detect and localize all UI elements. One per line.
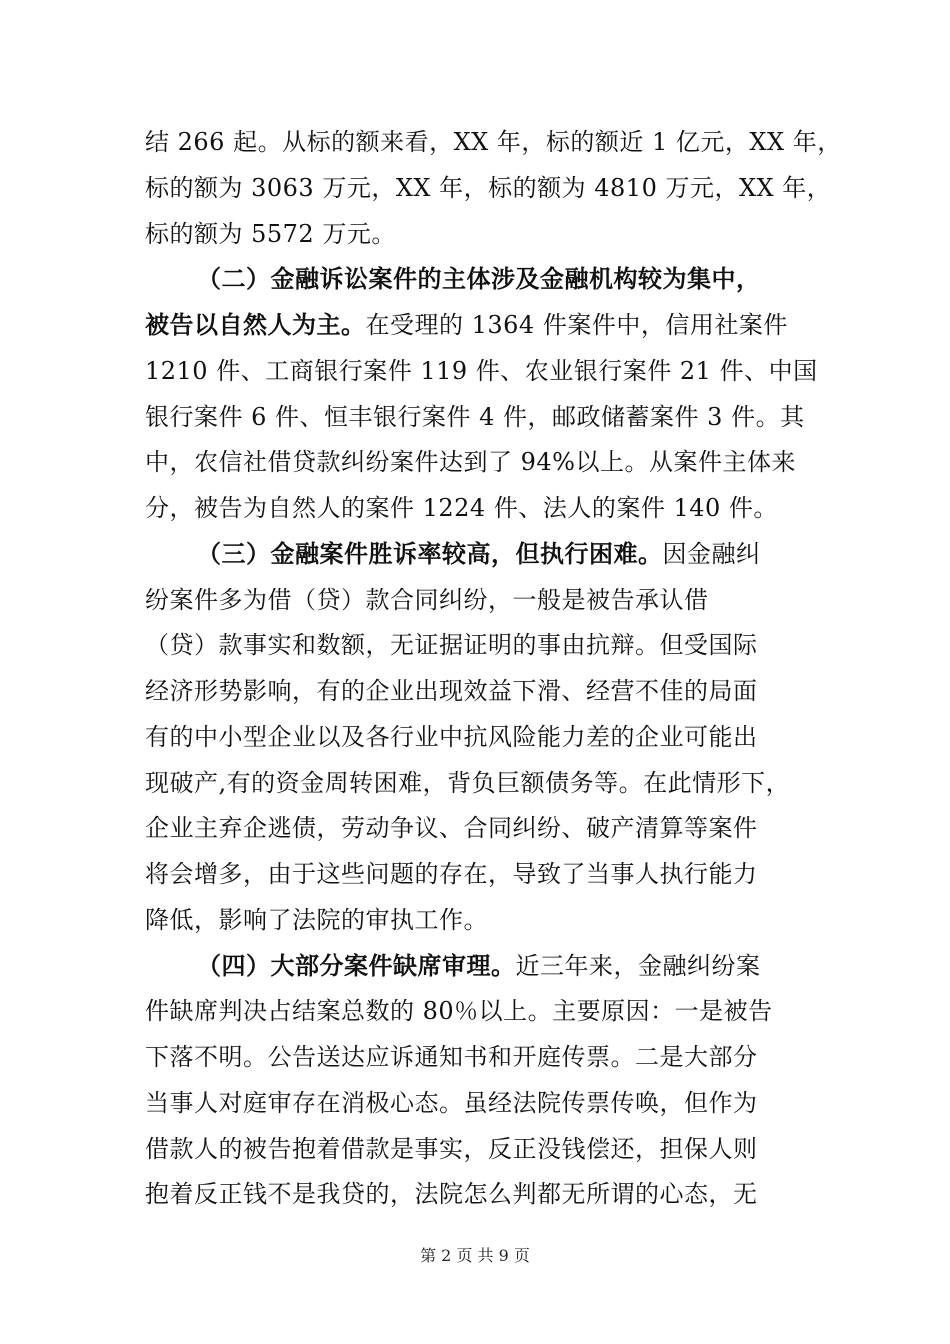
- line-text: 在受理的 1364 件案件中，信用社案件: [365, 311, 788, 339]
- line-text: 降低，影响了法院的审执工作。: [145, 905, 488, 934]
- text-line: [145, 486, 835, 532]
- line-text: 将会增多，由于这些问题的存在，导致了当事人执行能力: [145, 860, 758, 888]
- line-text: 近三年来，金融纠纷案: [515, 951, 761, 980]
- text-line: [145, 395, 835, 441]
- text-line: [145, 440, 835, 486]
- line-text: 经济形势影响，有的企业出现效益下滑、经营不佳的局面: [145, 677, 758, 705]
- line-text: 下落不明。公告送达应诉通知书和开庭传票。二是大部分: [145, 1043, 758, 1071]
- text-line: [145, 898, 835, 944]
- text-line: [145, 303, 835, 349]
- text-line: [145, 1172, 835, 1218]
- text-line: [145, 166, 835, 212]
- section-heading-line: [145, 532, 835, 578]
- line-text: 银行案件 6 件、恒丰银行案件 4 件，邮政储蓄案件 3 件。其: [145, 402, 805, 431]
- line-text: 借款人的被告抱着借款是事实，反正没钱偿还，担保人则: [145, 1134, 758, 1163]
- line-text: 结 266 起。从标的额来看，XX 年，标的额近 1 亿元，XX 年，: [145, 128, 842, 156]
- text-line: [145, 715, 835, 761]
- text-line: [145, 623, 835, 669]
- section-heading-line: [145, 257, 835, 303]
- text-line: [145, 852, 835, 898]
- line-text: 当事人对庭审存在消极心态。虽经法院传票传唤，但作为: [145, 1088, 758, 1117]
- line-text: 因金融纠: [662, 539, 761, 568]
- text-line: [145, 761, 835, 807]
- text-line: [145, 1035, 835, 1081]
- line-text: 纷案件多为借（贷）款合同纠纷，一般是被告承认借: [145, 585, 709, 614]
- text-line: [145, 120, 842, 166]
- text-line: [145, 989, 835, 1035]
- line-text: 分，被告为自然人的案件 1224 件、法人的案件 140 件。: [145, 494, 778, 522]
- section-heading-4: （四）大部分案件缺席审理。: [197, 951, 516, 980]
- document-body: [145, 120, 842, 1218]
- line-text: 现破产,有的资金周转困难，背负巨额债务等。在此情形下，: [145, 768, 791, 797]
- text-line: [145, 806, 835, 852]
- page-number: 第 2 页 共 9 页: [420, 1246, 530, 1265]
- line-text: （贷）款事实和数额，无证据证明的事由抗辩。但受国际: [145, 631, 758, 660]
- line-text: 件缺席判决占结案总数的 80％以上。主要原因：一是被告: [145, 997, 773, 1026]
- section-heading-2-cont: 被告以自然人为主。: [145, 311, 366, 339]
- page-footer: [0, 1243, 950, 1266]
- text-line: [145, 1127, 835, 1173]
- text-line: [145, 578, 835, 624]
- section-heading-3: （三）金融案件胜诉率较高，但执行困难。: [197, 539, 663, 568]
- text-line: [145, 212, 835, 258]
- line-text: 有的中小型企业以及各行业中抗风险能力差的企业可能出: [145, 722, 758, 751]
- line-text: 中，农信社借贷款纠纷案件达到了 94%以上。从案件主体来: [145, 448, 796, 477]
- line-text: 1210 件、工商银行案件 119 件、农业银行案件 21 件、中国: [145, 356, 818, 385]
- line-text: 标的额为 3063 万元，XX 年，标的额为 4810 万元，XX 年，: [145, 173, 832, 202]
- line-text: 抱着反正钱不是我贷的，法院怎么判都无所谓的心态，无: [145, 1180, 758, 1209]
- section-heading-2: （二）金融诉讼案件的主体涉及金融机构较为集中，: [197, 265, 761, 294]
- text-line: [145, 349, 835, 395]
- line-text: 标的额为 5572 万元。: [145, 219, 396, 248]
- section-heading-line: [145, 944, 835, 990]
- text-line: [145, 669, 835, 715]
- text-line: [145, 1081, 835, 1127]
- line-text: 企业主弃企逃债，劳动争议、合同纠纷、破产清算等案件: [145, 814, 758, 843]
